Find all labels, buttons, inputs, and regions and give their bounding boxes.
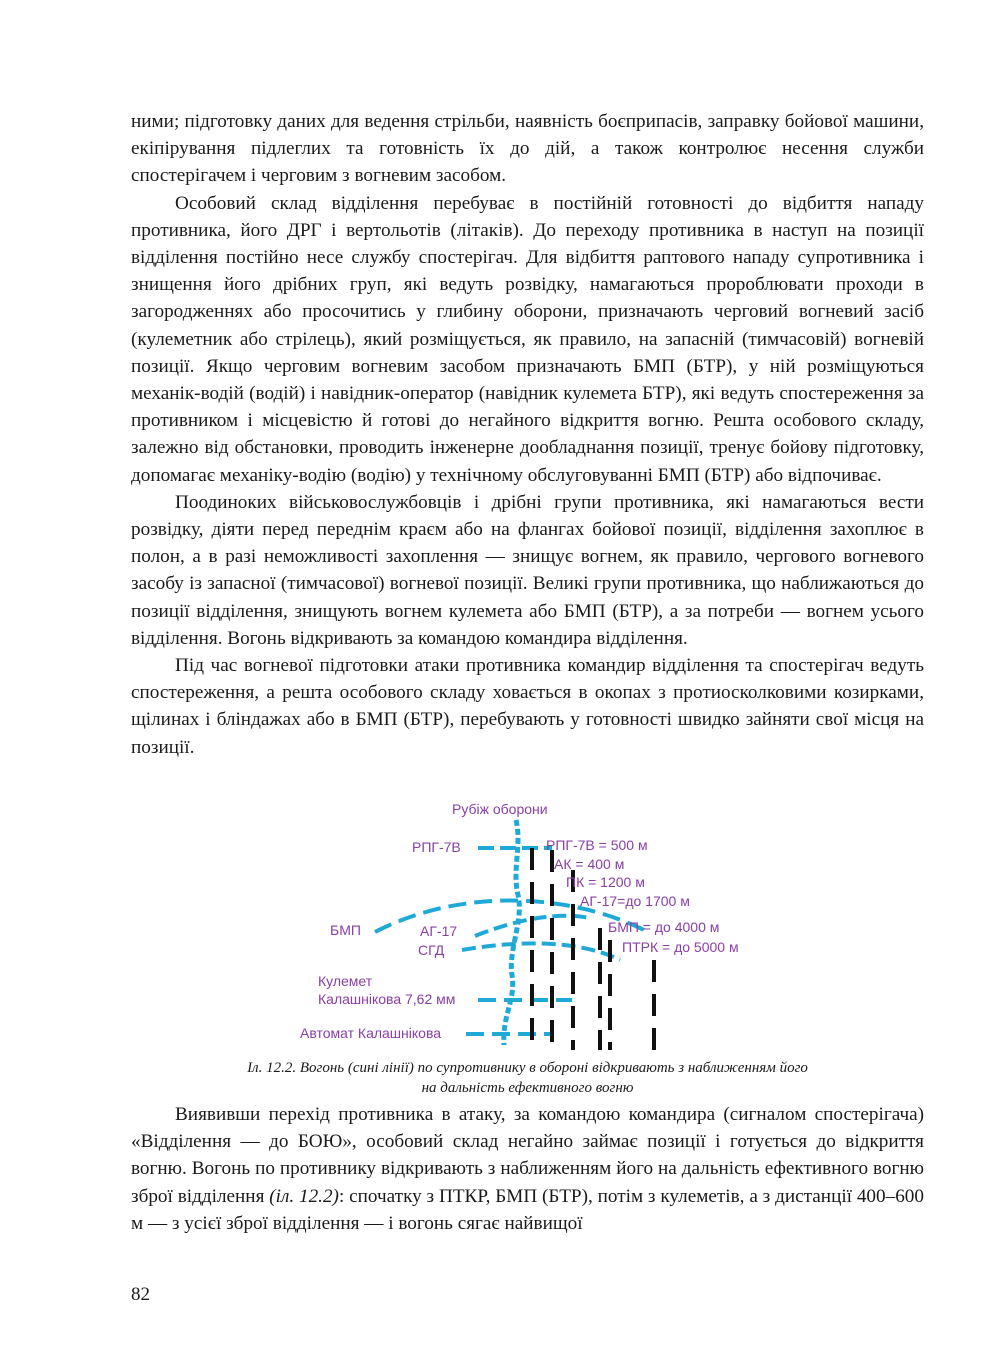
paragraph-2: Особовий склад відділення перебуває в постійній готовності до відбиття нападу противника, його ДРГ і вертольотів (літаків). До переходу противника в наступ на позиції відділення постійно несе службу спостерігач. Для відбиття раптового нападу супротивника і знищення його дрібних груп, які ведуть розвідку, намагаються пророблювати проходи в загородженнях або просочитись у глибину оборони, призначають черговий вогневий засіб (кулеметник або стрілець), який розміщується, як правило, на запасній (тимчасовій) вогневій позиції. Якщо черговим вогневим засобом призначають БМП (БТР), у ній розміщуються механік-водій (водій) і навідник-оператор (навідник кулемета БТР), які ведуть спостереження за противником і місцевістю й готові до негайного відкриття вогню. Решта особового складу, залежно від обстановки, проводить інженерне дообладнання позиції, тренує бойову підготовку, допомагає механіку-водію (водію) у технічному обслуговуванні БМП (БТР) або відпочиває.: [131, 192, 924, 486]
label-ag17: АГ-17: [420, 923, 458, 939]
paragraph-3: Поодиноких військовослужбовців і дрібні групи противника, які намагаються вести розвідку, діяти перед переднім краєм або на флангах бойової позиції, відділення захоплює в полон, а в разі неможливості захоплення — знищує вогнем, як правило, чергового вогневого засобу із запасної (тимчасової) вогневої позиції. Великі групи противника, що наближаються до позиції відділення, знищують вогнем кулемета або БМП (БТР), а за потреби — вогнем усього відділення. Вогонь відкривають за командою командира відділення.: [131, 491, 924, 649]
figure-caption: [131, 1058, 924, 1098]
label-rpg: РПГ-7В: [412, 839, 461, 855]
paragraph-5-start: Виявивши перехід противника в атаку, за командою командира (сигналом спостерігача) «Відділення — до БОЮ», особовий склад негайно займає позиції і готується до відкриття вогню. Вогонь по противнику відкривають з наближенням його на дальність ефективного вогню зброї відділення: [131, 1104, 924, 1207]
range-label-pk: ПК = 1200 м: [566, 874, 645, 890]
caption-line-1: Іл. 12.2. Вогонь (сині лінії) по супротивнику в обороні відкривають з наближенням його: [247, 1060, 808, 1076]
range-label-ptrk: ПТРК = до 5000 м: [622, 939, 739, 955]
figure-reference: (іл. 12.2): [269, 1185, 339, 1207]
label-bmp: БМП: [330, 922, 361, 938]
body-text-top: [131, 108, 924, 761]
label-sgd: СГД: [418, 942, 445, 958]
caption-line-2: на дальність ефективного вогню: [421, 1080, 634, 1096]
page-number: 82: [131, 1284, 150, 1305]
label-mg-1: Кулемет: [318, 973, 373, 989]
label-ak: Автомат Калашнікова: [300, 1025, 442, 1041]
range-label-ak: АК = 400 м: [554, 856, 625, 872]
paragraph-5-end: : спочатку з ПТКР, БМП (БТР), потім з кулеметів, а з дистанції 400–600 м — з усієї зброї відділення — і вогонь сягає найвищої: [131, 1185, 924, 1234]
range-label-ag17: АГ-17=до 1700 м: [580, 893, 690, 909]
body-text-bottom: [131, 1101, 924, 1237]
paragraph-4: Під час вогневої підготовки атаки противника командир відділення та спостерігач ведуть спостереження, а решта особового складу ховається в окопах з протиосколковими козирками, щілинах і бліндажах або в БМП (БТР), перебувають у готовності швидко зайняти свої місця на позиції.: [131, 655, 924, 758]
diagram-svg: [290, 800, 770, 1060]
defense-line: [504, 820, 520, 1045]
defense-fire-diagram: [290, 800, 770, 1060]
range-label-rpg: РПГ-7В = 500 м: [546, 837, 648, 853]
paragraph-5: [131, 1101, 924, 1237]
range-label-bmp: БМП = до 4000 м: [608, 919, 720, 935]
fire-line-sgd: [462, 943, 620, 960]
paragraph-1: ними; підготовку даних для ведення стрільби, наявність боєприпасів, заправку бойової машини, екіпірування підлеглих та готовність їх до дій, а також контролює несення служби спостерігачем і черговим з вогневим засобом.: [131, 111, 924, 187]
label-mg-2: Калашнікова 7,62 мм: [318, 991, 456, 1007]
label-title: Рубіж оборони: [452, 801, 548, 817]
